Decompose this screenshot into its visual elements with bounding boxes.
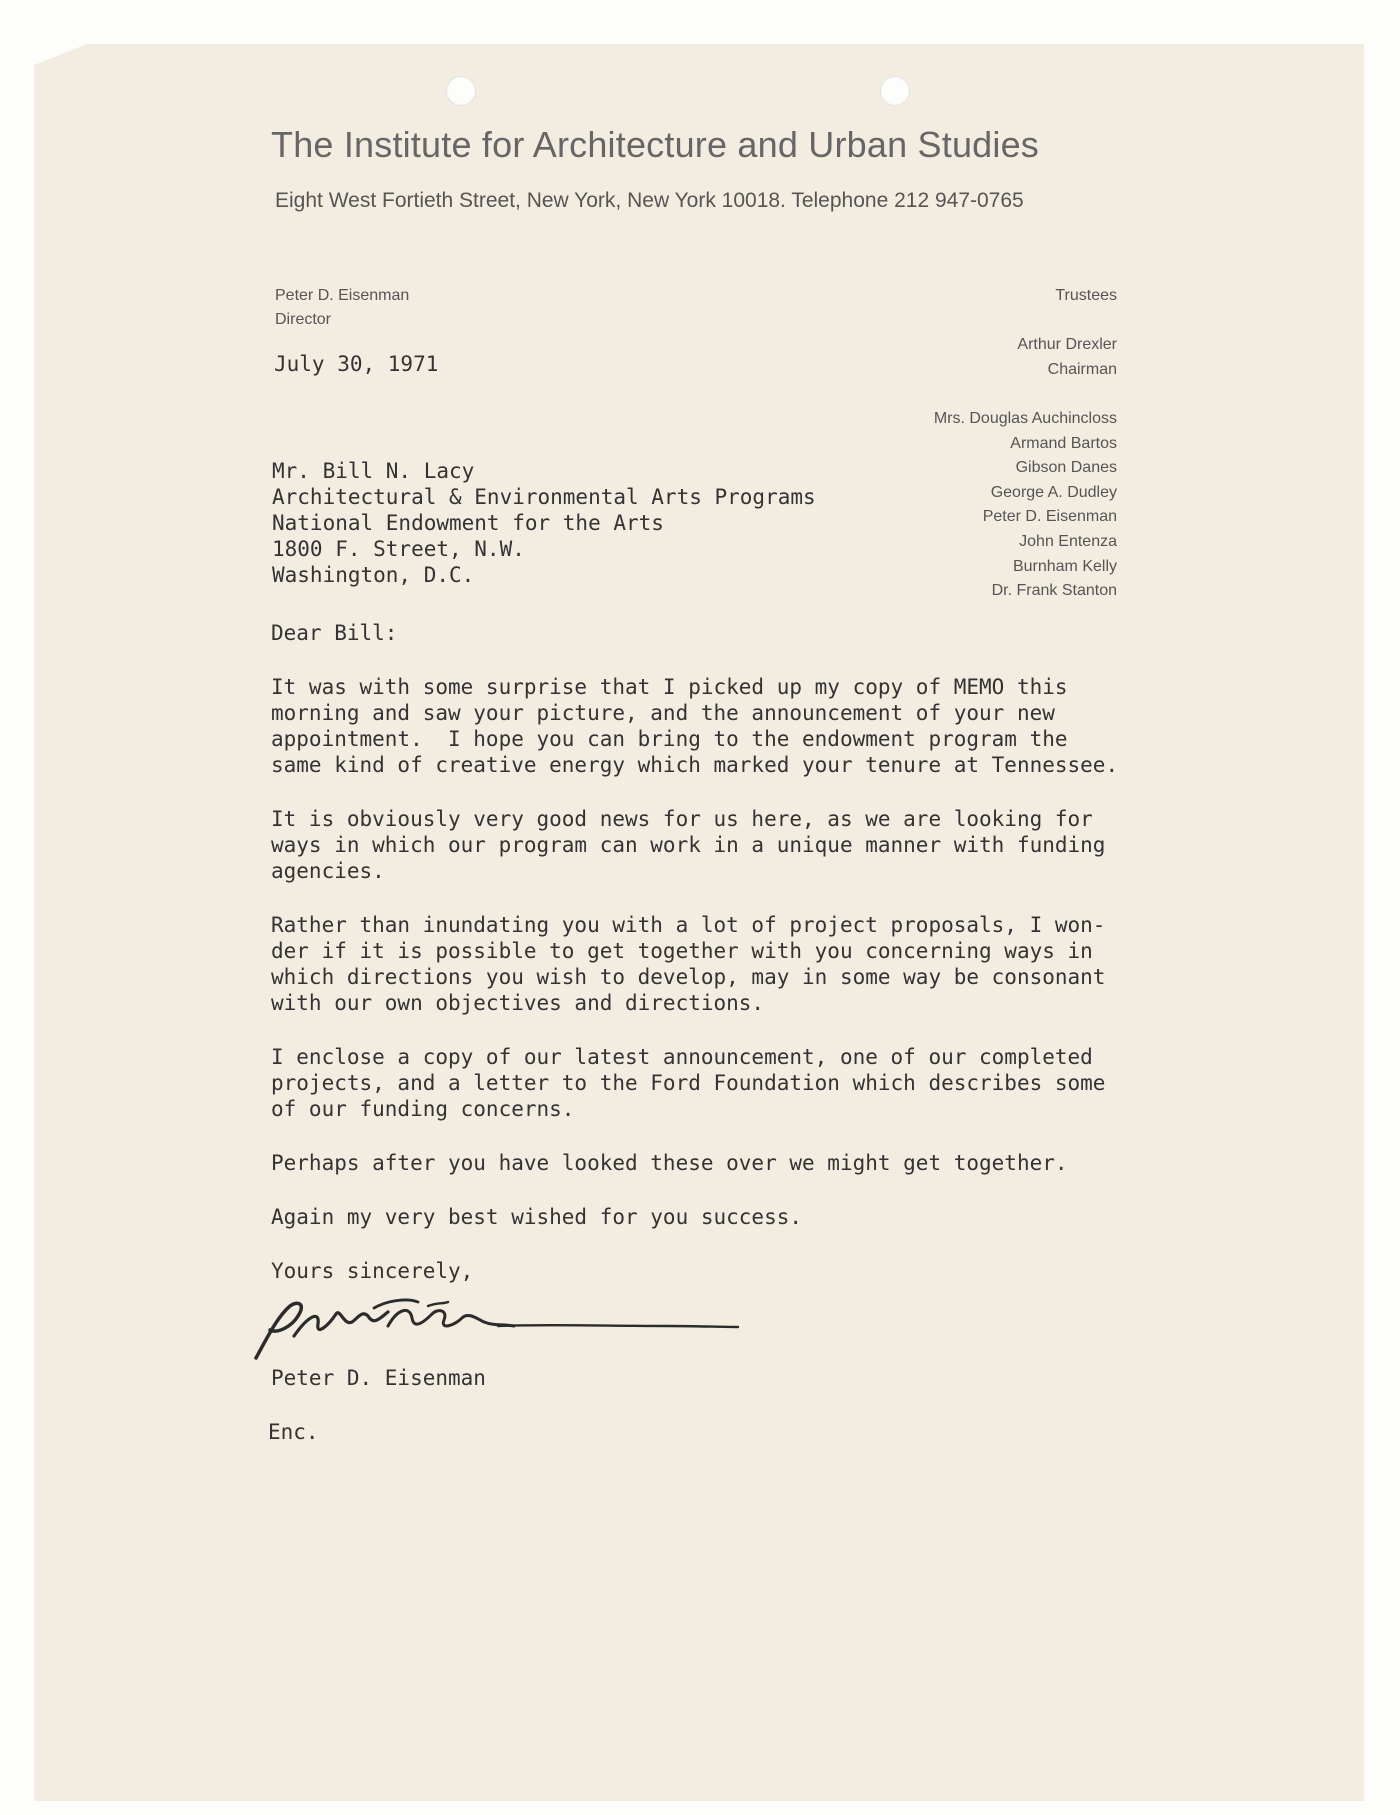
trustee-member: Gibson Danes [1015, 459, 1117, 477]
body-paragraph [271, 1044, 1171, 1122]
director-block [275, 284, 409, 332]
body-line: same kind of creative energy which marked your tenure at Tennessee. [271, 753, 1119, 777]
enclosure-note: Enc. [268, 1420, 319, 1444]
body-paragraph [271, 674, 1171, 778]
body-line: with our own objectives and directions. [271, 991, 765, 1015]
trustee-member: George A. Dudley [990, 483, 1117, 501]
body-line: which directions you wish to develop, may in some way be consonant [271, 965, 1106, 989]
salutation: Dear Bill: [271, 621, 398, 645]
body-paragraph [271, 912, 1171, 1016]
letterhead-title: The Institute for Architecture and Urban Studies [271, 124, 1040, 165]
punch-hole [446, 76, 476, 106]
trustee-member: John Entenza [1019, 532, 1117, 550]
body-line: appointment. I hope you can bring to the endowment program the [271, 727, 1068, 751]
body-line: der if it is possible to get together with you concerning ways in [271, 939, 1093, 963]
trustee-member: Peter D. Eisenman [982, 508, 1117, 526]
addressee-line: Architectural & Environmental Arts Programs [272, 485, 816, 509]
body-line: of our funding concerns. [271, 1097, 575, 1121]
body-paragraph [271, 806, 1171, 884]
trustee-chairman-title: Chairman [1047, 360, 1117, 378]
trustee-member: Burnham Kelly [1012, 557, 1117, 575]
signatory-name: Peter D. Eisenman [271, 1366, 486, 1390]
closing: Yours sincerely, [271, 1259, 474, 1283]
trustee-member: Mrs. Douglas Auchincloss [933, 409, 1117, 427]
letterhead-address: Eight West Fortieth Street, New York, New York 10018. Telephone 212 947-0765 [275, 189, 1024, 212]
letter-body [271, 620, 1171, 1312]
handwritten-signature [248, 1296, 748, 1366]
addressee-line: Mr. Bill N. Lacy [272, 459, 475, 483]
body-line: projects, and a letter to the Ford Foundation which describes some [271, 1071, 1106, 1095]
body-line: morning and saw your picture, and the announcement of your new [271, 701, 1055, 725]
body-paragraph [271, 1150, 1171, 1176]
director-title: Director [275, 311, 332, 328]
letter-date: July 30, 1971 [274, 352, 439, 376]
trustee-chairman-name: Arthur Drexler [1017, 336, 1117, 354]
body-line: Again my very best wished for you success. [271, 1205, 803, 1229]
addressee-block [272, 458, 816, 588]
addressee-line: National Endowment for the Arts [272, 511, 664, 535]
body-line: It was with some surprise that I picked up my copy of MEMO this [271, 675, 1068, 699]
director-name: Peter D. Eisenman [275, 287, 410, 304]
addressee-line: 1800 F. Street, N.W. [272, 537, 525, 561]
trustee-member: Dr. Frank Stanton [991, 582, 1117, 600]
punch-hole [880, 76, 910, 106]
trustees-heading: Trustees [1055, 287, 1117, 304]
body-line: ways in which our program can work in a unique manner with funding [271, 833, 1106, 857]
body-line: Perhaps after you have looked these over we might get together. [271, 1151, 1068, 1175]
body-line: agencies. [271, 859, 385, 883]
trustees-list [934, 284, 1117, 604]
body-line: Rather than inundating you with a lot of project proposals, I won- [271, 913, 1106, 937]
addressee-line: Washington, D.C. [272, 563, 475, 587]
body-line: I enclose a copy of our latest announcement, one of our completed [271, 1045, 1093, 1069]
body-paragraph [271, 1204, 1171, 1230]
trustee-member: Armand Bartos [1010, 434, 1117, 452]
body-line: It is obviously very good news for us here, as we are looking for [271, 807, 1093, 831]
